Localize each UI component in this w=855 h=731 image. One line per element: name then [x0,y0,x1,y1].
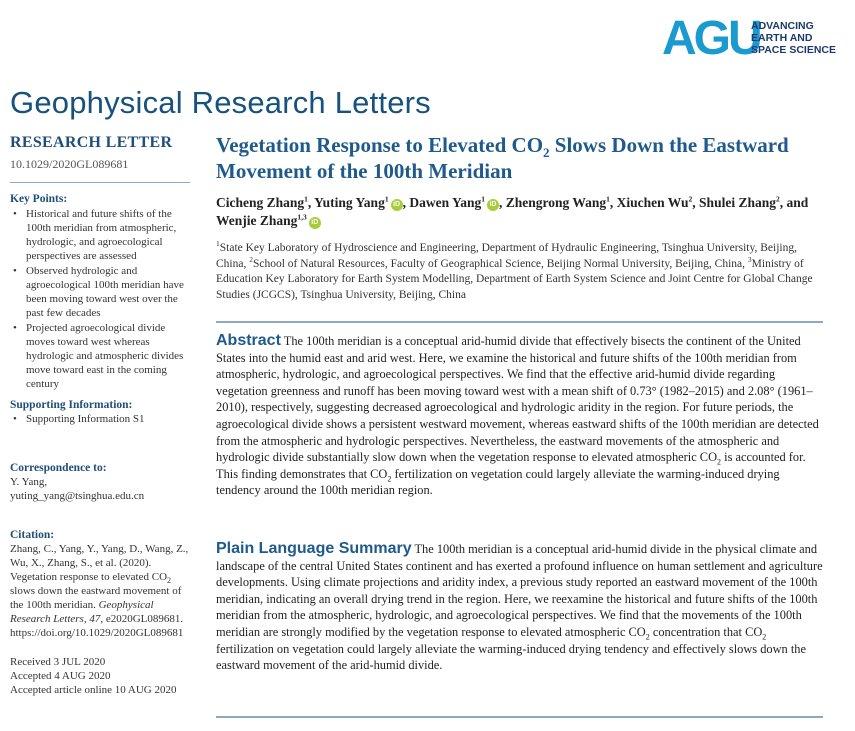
abstract-text: is accounted for. This finding demonstrates that CO [216,450,806,481]
affiliation-text: Ministry of Education Key Laboratory for Earth System Modelling, Department of Earth System Science and Joint Centre for Global Change Studies (JCGCS), Tsinghua University, Beijing, China [216,257,813,301]
title-part: Vegetation Response to Elevated CO [216,133,544,157]
author-affiliation-number: 1 [384,194,389,204]
doi[interactable]: 10.1029/2020GL089681 [10,157,129,171]
correspondence-name: Y. Yang, [10,476,48,488]
pls-heading: Plain Language Summary [216,540,412,557]
affiliation-text: School of Natural Resources, Faculty of Geographical Science, Beijing Normal University, Beijing, China, [252,257,748,270]
key-points-heading: Key Points: [10,193,68,205]
author-list: Cicheng Zhang$^1$, Yuting Yang$^1$iD , Dawen Yang$^1$iD , Zhengrong Wang$^1$, Xiuchen Wu$^2$, Shulei Zhang$^2$, and Wenjie Zhang$^{1,3}$iD [216,194,809,228]
section-rule [216,321,823,323]
journal-name: Geophysical Research Letters [10,85,431,120]
correspondence [10,461,190,503]
author[interactable] [617,195,693,210]
orcid-icon[interactable]: iD [487,199,499,211]
author-name: Zhengrong Wang [505,195,607,210]
pls-text: fertilization on vegetation could largely alleviate the warming-induced drying tendency and effectively slows down the eastward movement of the arid-humid divide. [216,641,806,673]
title-part: Slows Down the Eastward Movement of the 100th Meridian [216,133,789,183]
author-name: Cicheng Zhang [216,195,305,210]
key-point: • Observed hydrologic and agroecological 100th meridian have been moving toward west over the past few decades [10,264,190,320]
citation [10,528,190,640]
correspondence-email[interactable]: yuting_yang@tsinghua.edu.cn [10,490,145,502]
author-affiliation-number: 1,3 [297,212,307,222]
author-name: Wenjie Zhang [216,213,298,228]
accepted-online-date: Accepted article online 10 AUG 2020 [10,684,177,696]
pls-text: concentration that CO [649,624,763,639]
key-point: • Historical and future shifts of the 100th meridian from atmospheric, hydrologic, and agroecological perspectives are assessed [10,207,190,263]
supporting-heading: Supporting Information: [10,399,133,411]
agu-tagline [751,20,836,56]
key-points [10,192,190,392]
author-name: Shulei Zhang [699,195,776,210]
citation-text [10,542,190,640]
author-affiliation-number: 1 [481,194,485,204]
author-affiliation-number: 1 [304,194,308,204]
citation-journal: Geophysical Research Letters, 47 [10,599,154,625]
agu-tagline-line: SPACE SCIENCE [751,44,836,56]
citation-text-part: slows down the eastward movement of the 100th meridian. [10,585,182,611]
pls-text: The 100th meridian is a conceptual arid-humid divide in the physical climate and landscape of the central United States continent and has exerted a profound influence on human settlement and agriculture developments. Using climate projections and aridity index, a previous study reported an eastward movement of the 100th meridian, indicating an overall drying trend in the region. Here, we reexamine the historical and future shifts of the 100th meridian from the atmospheric, hydrologic, and agroecological perspectives. We find that the movements of the 100th meridian are strongly modified by the vegetation response to elevated atmospheric CO [216,542,823,639]
author[interactable] [506,195,610,210]
author-affiliation-number: 1 [606,194,610,204]
citation-text-part: Zhang, C., Yang, Y., Yang, D., Wang, Z., Wu, X., Zhang, S., et al. (2020). Vegetation response to elevated CO [10,543,189,583]
citation-text-part[interactable]: , e2020GL089681. https://doi.org/10.1029/2020GL089681 [10,613,184,639]
subscript: 2 [717,457,722,467]
author[interactable] [216,213,321,228]
key-point: • Projected agroecological divide moves toward west whereas hydrologic and atmospheric divides move toward east in the coming century [10,321,190,391]
abstract-heading: Abstract [216,332,281,349]
agu-logo: AGU [662,12,760,65]
accepted-date: Accepted 4 AUG 2020 [10,670,111,682]
author-affiliation-number: 2 [775,194,780,204]
orcid-icon[interactable]: iD [391,199,403,211]
affiliation-number: 3 [747,254,752,264]
author[interactable] [314,195,402,210]
correspondence-heading: Correspondence to: [10,462,107,474]
affiliation-number: 1 [216,239,220,249]
author[interactable] [699,195,780,210]
author-name: Xiuchen Wu [616,195,689,210]
agu-tagline-line: ADVANCING [751,20,814,32]
supporting-information [10,398,190,427]
agu-tagline-line: EARTH AND [751,32,813,44]
supporting-item[interactable]: • Supporting Information S1 [10,412,190,426]
received-date: Received 3 JUL 2020 [10,656,106,668]
article-type: RESEARCH LETTER [10,134,173,151]
abstract-text: The 100th meridian is a conceptual arid-humid divide that effectively bisects the continent of the United States into the humid east and arid west. Here, we examine the historical and future shifts of the 100th meridian from atmospheric, hydrologic, and agroecological perspectives. We find that the effective arid-humid divide regarding vegetation greenness and runoff has been moving toward west with a mean shift of 0.73° (1982–2015) and 2.08° (1961–2010), respectively, suggesting decreased agroecological and hydrologic aridity in the region. For future periods, the agroecological divide shows a persistent westward movement, whereas eastward shifts of the 100th meridian are detected from the atmospheric and hydrologic perspectives. Nevertheless, the eastward movements of the atmospheric and hydrologic divide substantially slow down when the vegetation response to elevated atmospheric CO [216,334,819,465]
abstract-text: fertilization on vegetation could largely alleviate the warming-induced drying tendency around the 100th meridian region. [216,466,780,498]
subscript: 2 [762,632,767,642]
citation-heading: Citation: [10,529,55,541]
subscript: 2 [167,576,172,586]
article-title [216,132,816,184]
subscript: 2 [645,632,650,642]
subscript: 2 [387,474,392,484]
author-name: Dawen Yang [409,195,482,210]
divider [10,182,190,183]
author-affiliation-number: 2 [688,194,693,204]
abstract [216,333,823,499]
affiliation-number: 2 [249,254,253,264]
author[interactable] [216,195,308,210]
author-name: Yuting Yang [314,195,385,210]
section-rule [216,716,823,718]
orcid-icon[interactable]: iD [309,217,321,229]
affiliations [216,241,826,303]
history [10,655,190,697]
plain-language-summary [216,541,823,674]
title-subscript: 2 [543,145,550,161]
affiliation-text: State Key Laboratory of Hydroscience and Engineering, Department of Hydraulic Engineering, Tsinghua University, Beijing, China, [216,242,797,270]
author[interactable] [409,195,499,210]
